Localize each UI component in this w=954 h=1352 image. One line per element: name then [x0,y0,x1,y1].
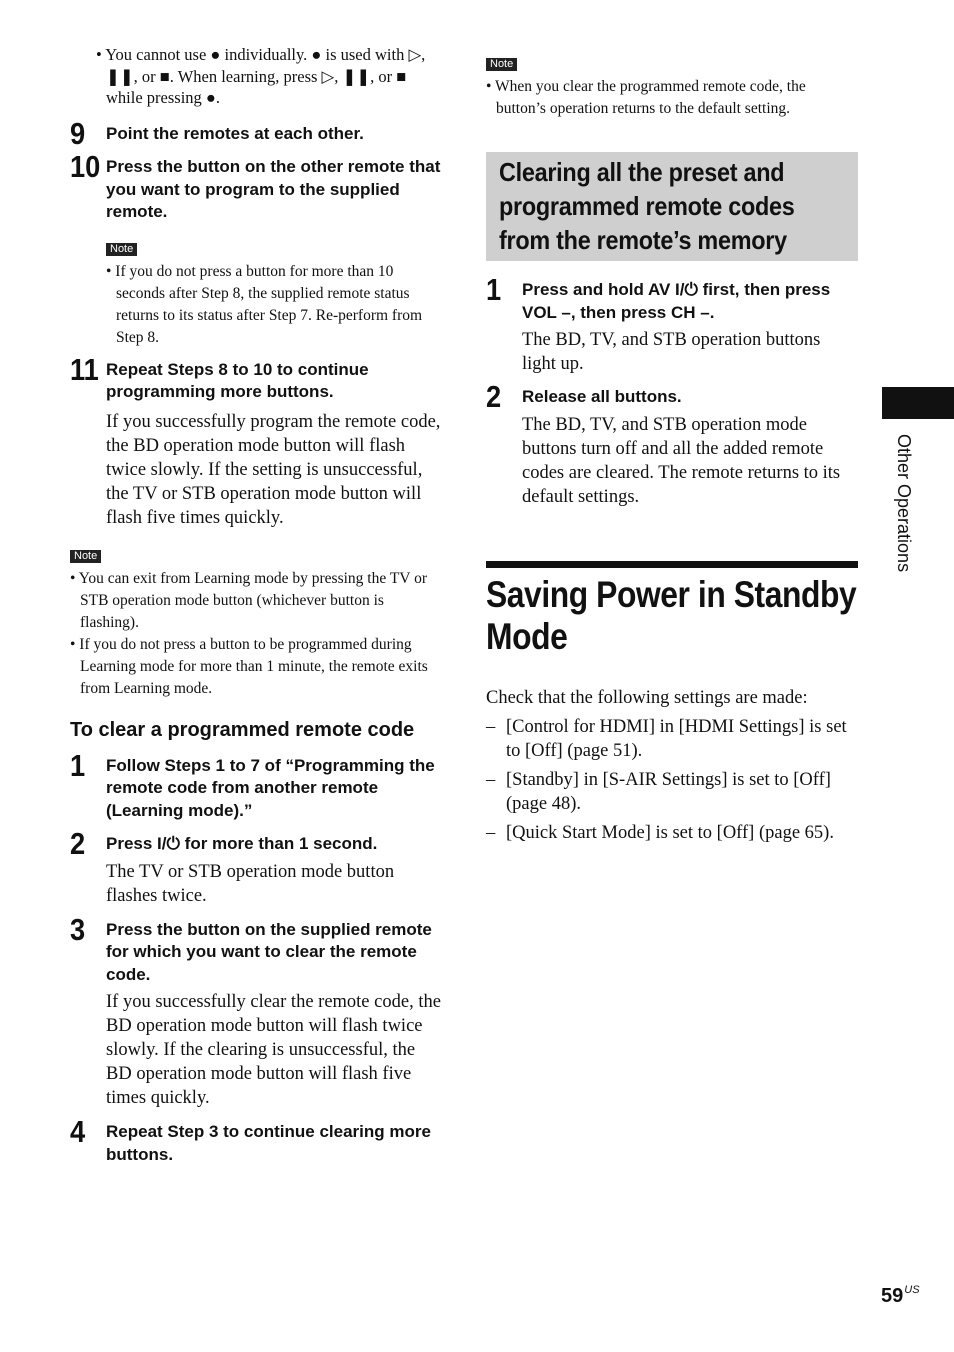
list-item-text: [Quick Start Mode] is set to [Off] (page 65). [506,822,834,843]
heading-line: from the remote’s memory [499,225,787,255]
right-column [486,54,858,845]
step-number: 11 [70,351,99,387]
clear-step-3 [70,911,442,1111]
step-title: Repeat Steps 8 to 10 to continue programming more buttons. [106,359,369,401]
list-item: – [Control for HDMI] in [HDMI Settings] is set to [Off] (page 51). [486,716,847,761]
step-body: If you successfully program the remote code, the BD operation mode button will flash twice slowly. If the setting is unsuccessful, the TV or STB operation mode button will flash five times quickly. [106,411,441,528]
erase-step-1 [486,272,858,376]
step-number: 4 [70,1114,86,1149]
note-item: • When you clear the programmed remote code, the button’s operation returns to the default setting. [486,78,806,117]
heading-line: Clearing all the preset and [499,157,785,187]
clear-step-1 [70,747,442,823]
list-item: – [Quick Start Mode] is set to [Off] (page 65). [486,822,834,843]
step-number: 1 [486,272,502,307]
step-9 [70,115,442,151]
note-item: • If you do not press a button to be programmed during Learning mode for more than 1 minute, the remote exits from Learning mode. [70,635,428,697]
step-body: The TV or STB operation mode button flashes twice. [106,861,395,906]
step-number: 2 [70,826,86,861]
note-block-1 [70,239,442,349]
subsection-heading: To clear a programmed remote code [70,718,415,741]
note-label: Note [70,550,101,563]
step-number: 10 [70,149,101,184]
note-label: Note [106,243,137,256]
top-bullet: • You cannot use ● individually. ● is used with ▷, ❚❚, or ■. When learning, press ▷, ❚❚, or ■ while pressing ●. [96,45,426,107]
step-body: The BD, TV, and STB operation buttons light up. [522,330,821,374]
page-number-value: 59 [881,1285,904,1307]
step-title: Release all buttons. [522,387,682,406]
note-block-right [486,54,858,120]
step-11 [70,351,442,530]
step-number: 9 [70,115,86,151]
note-label: Note [486,58,517,71]
left-column [70,44,442,1166]
list-item: – [Standby] in [S-AIR Settings] is set to [Off] (page 48). [486,769,831,814]
step-title: Point the remotes at each other. [106,123,364,143]
step-number: 1 [70,747,86,783]
heading-line: programmed remote codes [499,191,795,221]
erase-step-2 [486,379,858,509]
note-block-2 [70,546,442,700]
step-body: If you successfully clear the remote code, the BD operation mode button will flash twice slowly. If the clearing is unsuccessful, the BD operation mode button will flash five times quickly. [106,992,441,1108]
heading-line: Mode [486,615,568,657]
step-title: Follow Steps 1 to 7 of “Programming the remote code from another remote (Learning mode).” [106,755,435,820]
page-number [881,1284,920,1308]
note-item: • You can exit from Learning mode by pressing the TV or STB operation mode button (whichever button is flashing). [70,569,427,631]
step-number: 3 [70,911,86,947]
step-number: 2 [486,379,502,414]
list-item-text: [Standby] in [S-AIR Settings] is set to [Off] (page 48). [506,769,831,814]
step-body: The BD, TV, and STB operation mode buttons turn off and all the added remote codes are cleared. The remote returns to its default settings. [522,414,841,507]
step-title: Repeat Step 3 to continue clearing more buttons. [106,1122,431,1164]
section-heading-box [486,152,858,261]
heading-line: Saving Power in Standby [486,573,857,615]
section-heading [486,561,858,658]
step-title: Press I/⏻ for more than 1 second. [106,834,378,853]
step-10 [70,149,442,224]
step-title: Press the button on the other remote that you want to program to the supplied remote. [106,157,441,221]
step-title: Press and hold AV I/⏻ first, then press VOL –, then press CH –. [522,280,831,322]
list-item-text: [Control for HDMI] in [HDMI Settings] is set to [Off] (page 51). [506,716,847,761]
note-item: • If you do not press a button for more than 10 seconds after Step 8, the supplied remote status returns to its status after Step 7. Re-perform from Step 8. [106,262,423,346]
section-intro: Check that the following settings are made: [486,687,808,708]
section-tab-marker [882,387,954,419]
page-number-suffix: US [904,1284,920,1296]
step-title: Press the button on the supplied remote for which you want to clear the remote code. [106,919,432,984]
clear-step-4 [70,1114,442,1166]
side-section-label: Other Operations [894,434,914,573]
clear-step-2 [70,826,442,908]
